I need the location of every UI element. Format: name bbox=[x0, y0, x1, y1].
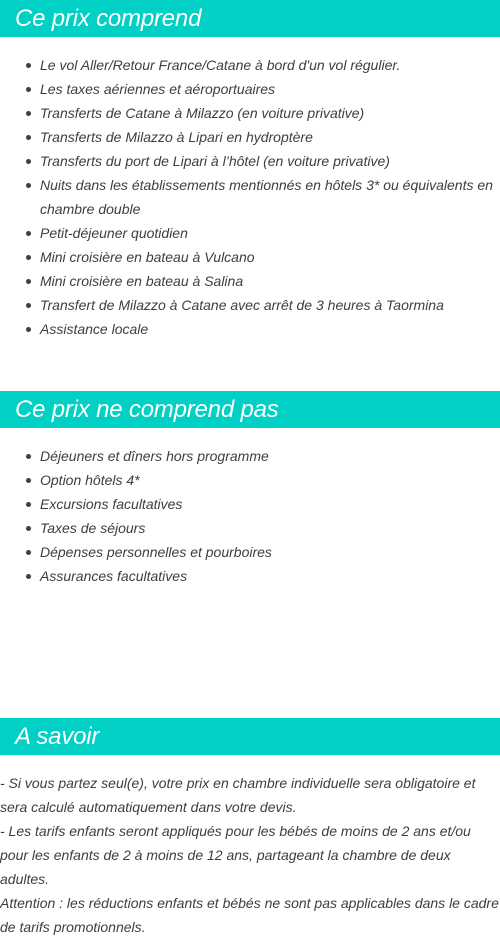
bullet-icon bbox=[26, 574, 31, 579]
list-item: Mini croisière en bateau à Salina bbox=[0, 269, 500, 293]
list-item: Taxes de séjours bbox=[0, 516, 500, 540]
list-item: Transfert de Milazzo à Catane avec arrêt de 3 heures à Taormina bbox=[0, 293, 500, 317]
list-item: Transferts de Milazzo à Lipari en hydroptère bbox=[0, 125, 500, 149]
bullet-icon bbox=[26, 550, 31, 555]
bullet-icon bbox=[26, 502, 31, 507]
bullet-icon bbox=[26, 526, 31, 531]
included-list bbox=[0, 53, 500, 341]
list-item: Transferts du port de Lipari à l’hôtel (en voiture privative) bbox=[0, 149, 500, 173]
list-item: Excursions facultatives bbox=[0, 492, 500, 516]
list-item: Le vol Aller/Retour France/Catane à bord d'un vol régulier. bbox=[0, 53, 500, 77]
bullet-icon bbox=[26, 327, 31, 332]
bullet-icon bbox=[26, 135, 31, 140]
list-item: Transferts de Catane à Milazzo (en voiture privative) bbox=[0, 101, 500, 125]
section-header-excluded bbox=[0, 391, 500, 428]
list-item: Assurances facultatives bbox=[0, 564, 500, 588]
bullet-icon bbox=[26, 183, 31, 188]
list-item: Assistance locale bbox=[0, 317, 500, 341]
list-item: Déjeuners et dîners hors programme bbox=[0, 444, 500, 468]
info-notes bbox=[0, 771, 500, 939]
section-title: Ce prix ne comprend pas bbox=[15, 396, 279, 423]
note-paragraph: - Les tarifs enfants seront appliqués pour les bébés de moins de 2 ans et/ou pour les enfants de 2 à moins de 12 ans, partageant la chambre de deux adultes. bbox=[0, 823, 471, 887]
bullet-icon bbox=[26, 63, 31, 68]
section-title: A savoir bbox=[15, 723, 100, 750]
bullet-icon bbox=[26, 231, 31, 236]
bullet-icon bbox=[26, 478, 31, 483]
list-item: Option hôtels 4* bbox=[0, 468, 500, 492]
bullet-icon bbox=[26, 159, 31, 164]
excluded-list bbox=[0, 444, 500, 588]
list-item: Nuits dans les établissements mentionnés en hôtels 3* ou équivalents en chambre double bbox=[0, 173, 500, 221]
bullet-icon bbox=[26, 255, 31, 260]
bullet-icon bbox=[26, 303, 31, 308]
bullet-icon bbox=[26, 111, 31, 116]
list-item: Les taxes aériennes et aéroportuaires bbox=[0, 77, 500, 101]
note-paragraph: Attention : les réductions enfants et bébés ne sont pas applicables dans le cadre de tarifs promotionnels. bbox=[0, 895, 499, 935]
section-title: Ce prix comprend bbox=[15, 5, 202, 32]
bullet-icon bbox=[26, 454, 31, 459]
list-item: Dépenses personnelles et pourboires bbox=[0, 540, 500, 564]
list-item: Mini croisière en bateau à Vulcano bbox=[0, 245, 500, 269]
bullet-icon bbox=[26, 87, 31, 92]
section-header-info bbox=[0, 718, 500, 755]
bullet-icon bbox=[26, 279, 31, 284]
section-header-included bbox=[0, 0, 500, 37]
list-item: Petit-déjeuner quotidien bbox=[0, 221, 500, 245]
note-paragraph: - Si vous partez seul(e), votre prix en chambre individuelle sera obligatoire et sera calculé automatiquement dans votre devis. bbox=[0, 775, 476, 815]
